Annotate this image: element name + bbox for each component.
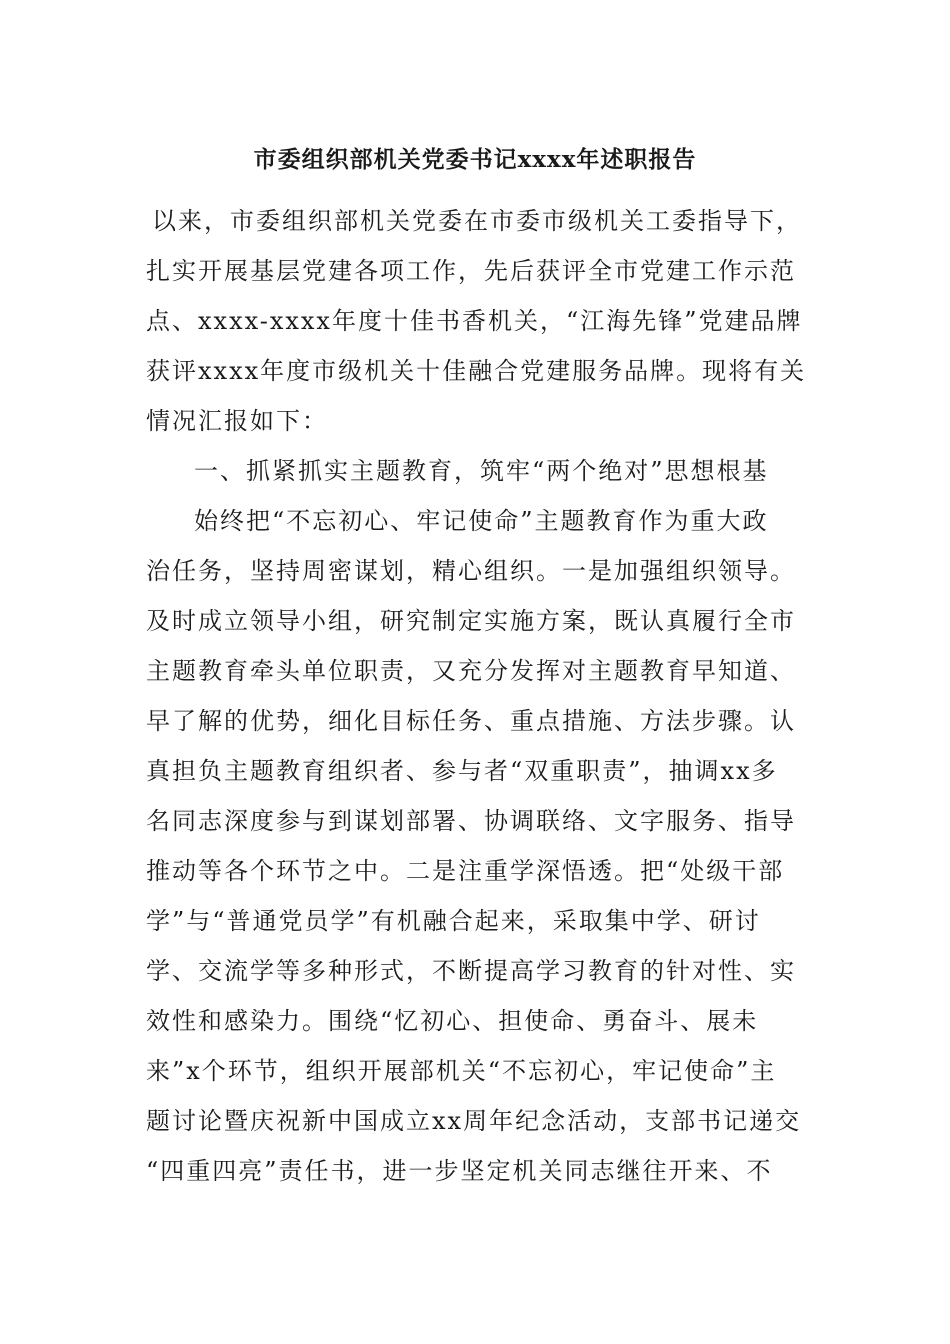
paragraph-line: 主题教育牵头单位职责，又充分发挥对主题教育早知道、 — [146, 657, 796, 685]
paragraph-line: 治任务，坚持周密谋划，精心组织。一是加强组织领导。 — [146, 557, 796, 585]
paragraph-line: 点、xxxx-xxxx年度十佳书香机关，“江海先锋”党建品牌 — [146, 307, 803, 335]
paragraph-line: 始终把“不忘初心、牢记使命”主题教育作为重大政 — [194, 507, 769, 535]
paragraph-line: 学、交流学等多种形式，不断提高学习教育的针对性、实 — [146, 957, 796, 985]
paragraph-line: 推动等各个环节之中。二是注重学深悟透。把“处级干部 — [146, 857, 785, 885]
paragraph-line: 早了解的优势，细化目标任务、重点措施、方法步骤。认 — [146, 707, 796, 735]
paragraph-line: 及时成立领导小组，研究制定实施方案，既认真履行全市 — [146, 607, 796, 635]
paragraph-line: 效性和感染力。围绕“忆初心、担使命、勇奋斗、展未 — [146, 1007, 759, 1035]
paragraph-line: 来”x个环节，组织开展部机关“不忘初心，牢记使命”主 — [146, 1057, 777, 1085]
paragraph-line: 真担负主题教育组织者、参与者“双重职责”，抽调xx多 — [146, 757, 778, 785]
paragraph-line: 以来，市委组织部机关党委在市委市级机关工委指导下， — [152, 207, 802, 235]
paragraph-line: 扎实开展基层党建各项工作，先后获评全市党建工作示范 — [146, 257, 796, 285]
paragraph-line: 学”与“普通党员学”有机融合起来，采取集中学、研讨 — [146, 907, 761, 935]
paragraph-line: 情况汇报如下： — [146, 407, 328, 435]
paragraph-line: “四重四亮”责任书，进一步坚定机关同志继往开来、不 — [146, 1157, 773, 1185]
section-heading: 一、抓紧抓实主题教育，筑牢“两个绝对”思想根基 — [194, 457, 769, 485]
paragraph-line: 名同志深度参与到谋划部署、协调联络、文字服务、指导 — [146, 807, 796, 835]
document-title: 市委组织部机关党委书记xxxx年述职报告 — [253, 146, 697, 173]
paragraph-line: 获评xxxx年度市级机关十佳融合党建服务品牌。现将有关 — [146, 357, 807, 385]
paragraph-line: 题讨论暨庆祝新中国成立xx周年纪念活动，支部书记递交 — [146, 1107, 802, 1135]
